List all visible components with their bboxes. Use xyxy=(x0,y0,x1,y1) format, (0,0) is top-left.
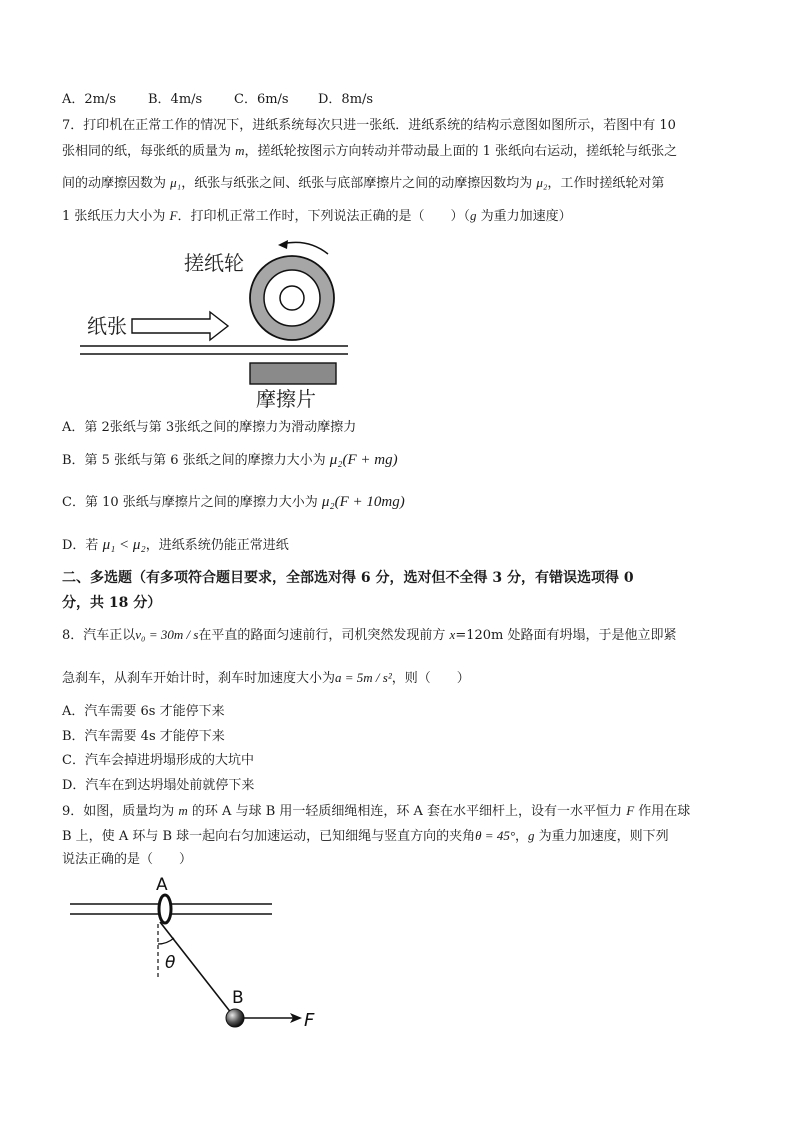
roller-axle xyxy=(280,286,304,310)
ring-ball-diagram xyxy=(66,872,326,1032)
paper-direction-arrow xyxy=(132,312,228,340)
q6-options xyxy=(62,91,373,109)
q7-stem-line1: 7．打印机在正常工作的情况下，进纸系统每次只进一张纸．进纸系统的结构示意图如图所示，若图中有 10 xyxy=(62,118,676,133)
ball-b xyxy=(226,1009,244,1027)
pad-label: 摩擦片 xyxy=(256,387,316,411)
force-label: F xyxy=(304,1010,315,1031)
q6-option-c: C．6m/s xyxy=(234,92,289,107)
ring-a-label: A xyxy=(156,875,168,895)
q8-option-c: C．汽车会掉进坍塌形成的大坑中 xyxy=(62,753,254,768)
q6-option-d: D．8m/s xyxy=(318,92,374,107)
angle-arc xyxy=(158,938,174,944)
section2-heading-line2: 分，共 18 分） xyxy=(62,595,162,611)
ring-a xyxy=(159,895,171,923)
q7-option-a: A．第 2张纸与第 3张纸之间的摩擦力为滑动摩擦力 xyxy=(62,420,357,435)
section2-heading-line1: 二、多选题（有多项符合题目要求，全部选对得 6 分，选对但不全得 3 分，有错误选项得 0 xyxy=(62,570,634,586)
q7-option-c: C．第 10 张纸与摩擦片之间的摩擦力大小为 μ₂(F + 10mg) xyxy=(62,494,405,510)
q8-option-a: A．汽车需要 6s 才能停下来 xyxy=(62,704,225,719)
ball-b-label: B xyxy=(232,988,244,1008)
q8-stem-line2: 急刹车，从刹车开始计时，刹车时加速度大小为a = 5m / s²，则（ ） xyxy=(62,670,470,686)
friction-pad xyxy=(250,363,336,384)
q9-stem-line1: 9．如图，质量均为 m 的环 A 与球 B 用一轻质细绳相连，环 A 套在水平细杆上，设有一水平恒力 F 作用在球 xyxy=(62,803,691,819)
q8-option-d: D．汽车在到达坍塌处前就停下来 xyxy=(62,778,255,793)
q9-stem-line2: B 上，使 A 环与 B 球一起向右匀加速运动，已知细绳与竖直方向的夹角θ = 45°，g 为重力加速度，则下列 xyxy=(62,828,669,844)
roller-label: 搓纸轮 xyxy=(184,251,244,275)
q6-option-b: B．4m/s xyxy=(148,92,203,107)
q8-option-b: B．汽车需要 4s 才能停下来 xyxy=(62,729,225,744)
q8-stem-line1: 8．汽车正以v₀ = 30m / s在平直的路面匀速前行，司机突然发现前方 x=120m 处路面有坍塌，于是他立即紧 xyxy=(62,627,677,643)
q7-option-b: B．第 5 张纸与第 6 张纸之间的摩擦力大小为 μ₂(F + mg) xyxy=(62,452,398,468)
rotation-arrowhead xyxy=(278,240,288,249)
paper-feed-diagram xyxy=(70,232,360,412)
q7-stem-line4: 1 张纸压力大小为 F．打印机正常工作时，下列说法正确的是（ ）（g 为重力加速度） xyxy=(62,208,572,224)
q7-stem-line2: 张相同的纸，每张纸的质量为 m，搓纸轮按图示方向转动并带动最上面的 1 张纸向右运动，搓纸轮与纸张之 xyxy=(62,143,678,159)
q7-stem-line3: 间的动摩擦因数为 μ₁，纸张与纸张之间、纸张与底部摩擦片之间的动摩擦因数均为 μ₂，工作时搓纸轮对第 xyxy=(62,175,665,191)
rotation-arrow xyxy=(282,242,328,254)
paper-label: 纸张 xyxy=(87,314,127,338)
q9-stem-line3: 说法正确的是（ ） xyxy=(62,852,193,867)
q6-option-a: A．2m/s xyxy=(62,92,117,107)
theta-label: θ xyxy=(165,953,176,973)
q7-option-d: D．若 μ₁ < μ₂，进纸系统仍能正常进纸 xyxy=(62,537,289,553)
